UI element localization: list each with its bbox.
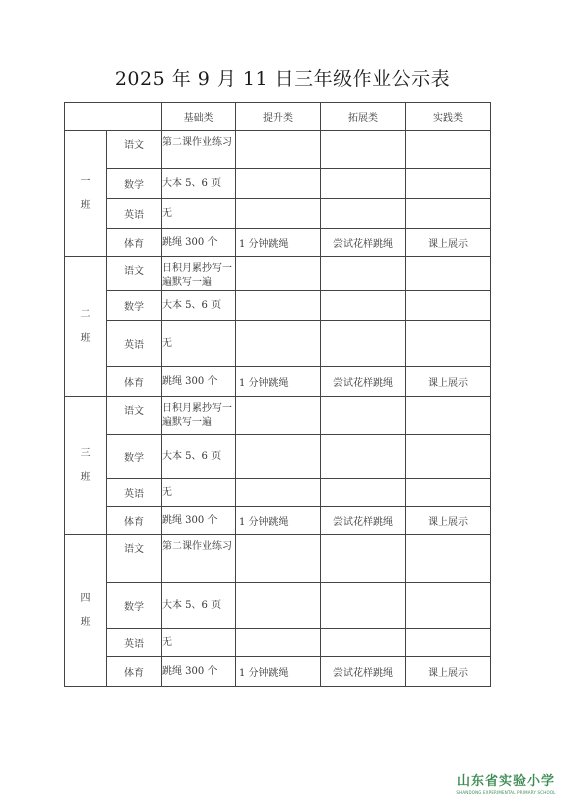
basic-homework-cell: 无 [162, 629, 236, 657]
expand-homework-cell [321, 583, 406, 629]
practice-homework-cell [406, 629, 491, 657]
expand-homework-cell [321, 169, 406, 199]
improve-homework-cell [236, 435, 321, 479]
practice-homework-cell [406, 199, 491, 229]
table-row [65, 229, 491, 257]
practice-homework-cell [406, 479, 491, 507]
improve-homework-cell [236, 479, 321, 507]
practice-homework-cell [406, 321, 491, 367]
basic-homework-cell: 大本 5、6 页 [162, 291, 236, 321]
school-logo [456, 770, 556, 795]
practice-homework-cell [406, 397, 491, 435]
subject-cell: 体育 [107, 657, 162, 687]
expand-homework-cell [321, 535, 406, 583]
subject-cell: 英语 [107, 199, 162, 229]
practice-homework-cell: 课上展示 [406, 507, 491, 535]
table-row [65, 535, 491, 583]
page-title: 2025 年 9 月 11 日三年级作业公示表 [114, 68, 451, 90]
practice-homework-cell: 课上展示 [406, 657, 491, 687]
header-row [65, 103, 491, 131]
improve-homework-cell [236, 535, 321, 583]
expand-homework-cell [321, 257, 406, 291]
subject-cell: 语文 [107, 257, 162, 291]
expand-homework-cell [321, 131, 406, 169]
subject-cell: 英语 [107, 321, 162, 367]
improve-homework-cell [236, 169, 321, 199]
expand-homework-cell [321, 321, 406, 367]
table-row [65, 321, 491, 367]
basic-homework-cell: 日积月累抄写一遍默写一遍 [162, 257, 236, 291]
header-improve: 提升类 [236, 103, 321, 131]
practice-homework-cell: 课上展示 [406, 367, 491, 397]
expand-homework-cell [321, 479, 406, 507]
improve-homework-cell [236, 321, 321, 367]
table-row [65, 435, 491, 479]
practice-homework-cell [406, 169, 491, 199]
expand-homework-cell: 尝试花样跳绳 [321, 367, 406, 397]
expand-homework-cell [321, 629, 406, 657]
expand-homework-cell [321, 435, 406, 479]
basic-homework-cell: 日积月累抄写一遍默写一遍 [162, 397, 236, 435]
school-logo-name: 山东省实验小学 [456, 774, 555, 789]
basic-homework-cell: 第二课作业练习 [162, 535, 236, 583]
improve-homework-cell [236, 257, 321, 291]
basic-homework-cell: 跳绳 300 个 [162, 367, 236, 397]
expand-homework-cell: 尝试花样跳绳 [321, 229, 406, 257]
practice-homework-cell [406, 291, 491, 321]
practice-homework-cell [406, 257, 491, 291]
basic-homework-cell: 大本 5、6 页 [162, 435, 236, 479]
basic-homework-cell: 跳绳 300 个 [162, 657, 236, 687]
improve-homework-cell [236, 199, 321, 229]
table-row [65, 291, 491, 321]
expand-homework-cell: 尝试花样跳绳 [321, 507, 406, 535]
improve-homework-cell [236, 131, 321, 169]
subject-cell: 数学 [107, 291, 162, 321]
expand-homework-cell [321, 291, 406, 321]
subject-cell: 体育 [107, 367, 162, 397]
basic-homework-cell: 大本 5、6 页 [162, 169, 236, 199]
subject-cell: 数学 [107, 435, 162, 479]
basic-homework-cell: 无 [162, 479, 236, 507]
practice-homework-cell [406, 535, 491, 583]
class-name-cell: 二 班 [65, 257, 107, 397]
school-logo-english: SHANDONG EXPERIMENTAL PRIMARY SCHOOL [456, 790, 556, 795]
table-row [65, 131, 491, 169]
table-row [65, 507, 491, 535]
basic-homework-cell: 无 [162, 199, 236, 229]
header-blank [65, 103, 162, 131]
practice-homework-cell [406, 435, 491, 479]
table-row [65, 583, 491, 629]
improve-homework-cell [236, 291, 321, 321]
table-row [65, 257, 491, 291]
table-row [65, 199, 491, 229]
class-name-cell: 一 班 [65, 131, 107, 257]
improve-homework-cell [236, 397, 321, 435]
class-name-cell: 三 班 [65, 397, 107, 535]
subject-cell: 语文 [107, 397, 162, 435]
header-expand: 拓展类 [321, 103, 406, 131]
subject-cell: 体育 [107, 507, 162, 535]
basic-homework-cell: 跳绳 300 个 [162, 229, 236, 257]
subject-cell: 语文 [107, 535, 162, 583]
basic-homework-cell: 跳绳 300 个 [162, 507, 236, 535]
improve-homework-cell [236, 583, 321, 629]
subject-cell: 英语 [107, 629, 162, 657]
improve-homework-cell: 1 分钟跳绳 [236, 367, 321, 397]
improve-homework-cell [236, 629, 321, 657]
table-row [65, 367, 491, 397]
subject-cell: 数学 [107, 169, 162, 199]
improve-homework-cell: 1 分钟跳绳 [236, 507, 321, 535]
subject-cell: 英语 [107, 479, 162, 507]
practice-homework-cell: 课上展示 [406, 229, 491, 257]
table-row [65, 397, 491, 435]
basic-homework-cell: 大本 5、6 页 [162, 583, 236, 629]
expand-homework-cell [321, 397, 406, 435]
expand-homework-cell [321, 199, 406, 229]
table-row [65, 169, 491, 199]
basic-homework-cell: 无 [162, 321, 236, 367]
subject-cell: 语文 [107, 131, 162, 169]
table-row [65, 657, 491, 687]
basic-homework-cell: 第二课作业练习 [162, 131, 236, 169]
header-basic: 基础类 [162, 103, 236, 131]
practice-homework-cell [406, 583, 491, 629]
expand-homework-cell: 尝试花样跳绳 [321, 657, 406, 687]
class-name-cell: 四 班 [65, 535, 107, 687]
improve-homework-cell: 1 分钟跳绳 [236, 657, 321, 687]
subject-cell: 体育 [107, 229, 162, 257]
table-row [65, 629, 491, 657]
practice-homework-cell [406, 131, 491, 169]
subject-cell: 数学 [107, 583, 162, 629]
homework-table [64, 102, 491, 687]
table-row [65, 479, 491, 507]
header-practice: 实践类 [406, 103, 491, 131]
improve-homework-cell: 1 分钟跳绳 [236, 229, 321, 257]
